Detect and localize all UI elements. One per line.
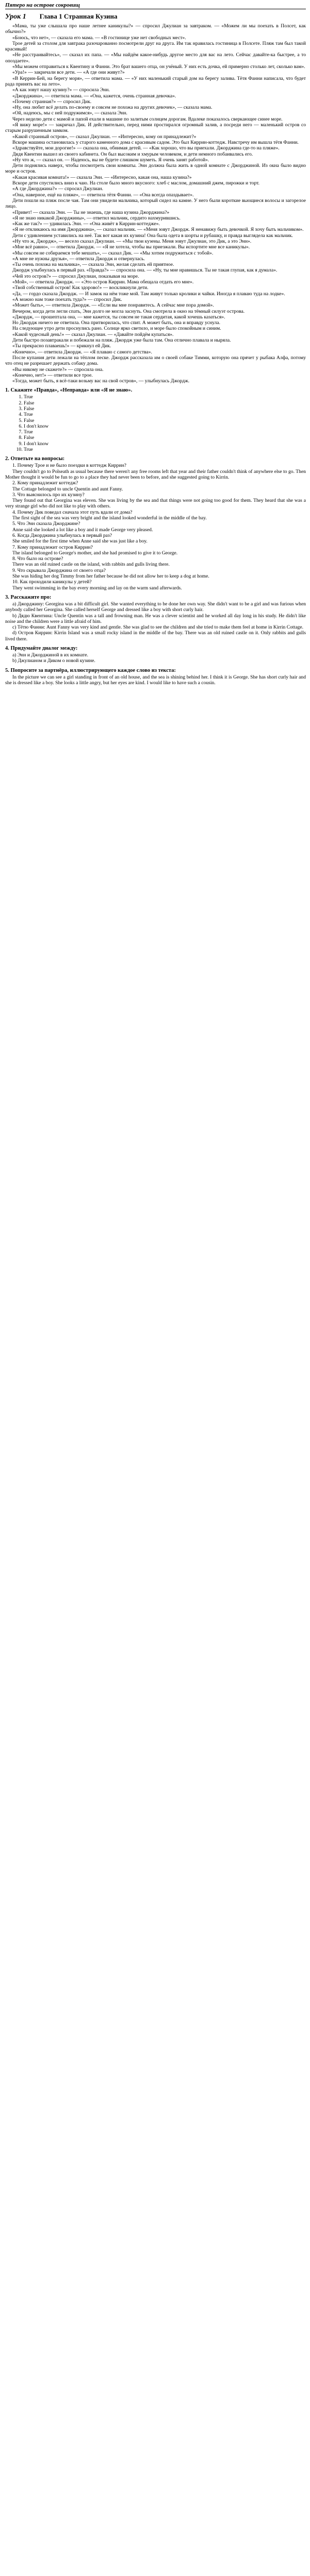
story-paragraph: «А где Джорджина?» — спросил Джулиан. bbox=[12, 186, 104, 192]
qa-paragraph: She was hiding her dog Timmy from her father because he did not allow her to keep a dog at home. bbox=[12, 573, 209, 580]
story-paragraph: Но Джордж ничего не ответила. Она притворилась, что спит. А может быть, она и вправду уснула. bbox=[12, 320, 220, 326]
retell-paragraph: a) Джорджину: Georgina was a bit difficult girl. She wanted everything to be done her own way. She didn't want to be a girl and was furious when anybody called her Georgina. She called herself George and dressed like a boy with short curly hair. bbox=[5, 601, 306, 613]
true-false-answer: 7. True bbox=[24, 429, 306, 435]
qa-paragraph: 5. Что Энн сказала Джорджине? bbox=[12, 521, 80, 527]
story-paragraph: На следующее утро дети проснулись рано. Солнце ярко светило, и море было спокойным и синим. bbox=[12, 326, 221, 332]
story-paragraph: Через неделю дети с мамой и папой ехали в машине по залитым солнцем дорогам. Вдалеке показалось сверкающее синее море. bbox=[12, 116, 283, 122]
story-paragraph: «Мама, ты уже слышала про наше летнее каникулы?» — спросил Джулиан за завтраком. — «Можем ли мы поехать в Полсет, как обычно?» bbox=[5, 23, 306, 35]
story-paragraph: «Мой», — ответила Джордж. — «Это остров Киррин. Мама обещала отдать его мне». bbox=[12, 279, 194, 285]
story-paragraph: Вскоре машина остановилась у старого каменного дома с красивым садом. Это был Киррин-коттедж. Навстречу им вышла тётя Фанни. bbox=[12, 139, 299, 145]
section-5-title: 5. Попросите за партнёра, иллюстрирующего каждое слово из текста: bbox=[5, 667, 176, 673]
story-paragraph: «Может быть», — ответила Джордж. — «Если вы мне понравитесь. А сейчас мне пора домой». bbox=[12, 302, 214, 309]
qa-paragraph: They found out that Georgina was eleven. She was living by the sea and that things were not going too good for them. They heard that she was a very strange girl who did not like to play with others. bbox=[5, 498, 306, 510]
qa-paragraph: There was an old ruined castle on the island, with rabbits and gulls living there. bbox=[12, 562, 170, 568]
story-paragraph: «Конечно, нет!» — ответили все трое. bbox=[12, 372, 93, 378]
questions-and-answers bbox=[5, 463, 306, 591]
qa-paragraph: They went swimming in the bay every morning and lay on the warm sand afterwards. bbox=[12, 585, 182, 591]
qa-paragraph: The island belonged to George's mother, and she had promised to give it to George. bbox=[12, 550, 178, 556]
true-false-answer: 2. False bbox=[24, 400, 306, 406]
lesson-title: Урок 1 bbox=[5, 13, 26, 21]
qa-paragraph: 2. Кому принадлежит коттедж? bbox=[12, 480, 78, 486]
story-paragraph: Дети поднялись наверх, чтобы посмотреть свои комнаты. Энн должна была жить в одной комнате с Джорджиной. Из окна было видно море и остров. bbox=[5, 163, 306, 175]
qa-paragraph: She smiled for the first time when Anne said she was just like a boy. bbox=[12, 538, 148, 545]
retell-paragraph: d) Остров Киррин: Kirrin Island was a small rocky island in the middle of the bay. There was an old ruined castle on it. Only rabbits and gulls lived there. bbox=[5, 630, 306, 642]
story-paragraph: «Ой, надеюсь, мы с ней подружимся», — сказала Энн. bbox=[12, 110, 127, 116]
qa-paragraph: 10. Как проходили каникулы у детей? bbox=[12, 579, 92, 585]
story-paragraph: «Какой чудесный день!» — сказал Джулиан. — «Давайте пойдём купаться». bbox=[12, 331, 174, 337]
qa-paragraph: 8. Что было на острове? bbox=[12, 556, 63, 562]
qa-paragraph: 9. Что скрывала Джорджина от своего отца? bbox=[12, 567, 106, 573]
retell-paragraph: b) Дядю Квентина: Uncle Quentin was a tall and frowning man. He was a clever scientist and he worked all day long in his study. He didn't like noise and the children were a little afraid of him. bbox=[5, 613, 306, 624]
running-header: Пятеро на острове сокровищ bbox=[5, 2, 306, 9]
section-2-title: 2. Ответьте на вопросы: bbox=[5, 456, 65, 462]
true-false-answer: 3. False bbox=[24, 406, 306, 412]
story-paragraph: Вечером, когда дети легли спать, Энн долго не могла заснуть. Она смотрела в окно на тёмный силуэт острова. bbox=[12, 308, 245, 314]
story-paragraph: «В Керрин-Бей, на берегу моря», — ответила мама. — «У них маленький старый дом на берегу залива. Тётя Фанни написала, что будет рада принять вас на лето». bbox=[5, 75, 306, 87]
story-paragraph: Джордж улыбнулась в первый раз. «Правда?» — спросила она. — «Ну, ты мне нравишься. Ты не такая глупая, как я думала». bbox=[12, 267, 278, 274]
dialogue-task: a) Энн и Джорджиной в их комнате. bbox=[12, 652, 89, 658]
qa-paragraph: They couldn't go to Polseath as usual because there weren't any free rooms left that year and their father couldn't think of anywhere else to go. Then Mother thought it would be fun to go to a place they had never been to before, and she suggested going to Kirrin. bbox=[5, 468, 306, 480]
story-paragraph: После купания дети лежали на тёплом песке. Джордж рассказала им о своей собаке Тимми, которую она прячет у рыбака Алфа, потому что отец не разрешает держать собаку дома. bbox=[5, 354, 306, 367]
story-paragraph: «Ну, она любит всё делать по-своему и совсем не похожа на других девочек», — сказала мама. bbox=[12, 105, 213, 111]
story-paragraph: Дядя Квентин вышел из своего кабинета. Он был высоким и хмурым человеком, и дети немного побаивались его. bbox=[12, 151, 253, 157]
story-paragraph: «Я не знаю никакой Джорджины», — ответил мальчик, сердито нахмурившись. bbox=[12, 215, 181, 221]
story-paragraph: «Тогда, может быть, я всё-таки возьму вас на свой остров», — улыбнулась Джордж. bbox=[12, 378, 190, 384]
story-paragraph: «Привет! — сказала Энн. — Ты не знаешь, где наша кузина Джорджина?» bbox=[12, 209, 170, 215]
qa-paragraph: Anne said she looked a lot like a boy and it made George very pleased. bbox=[12, 527, 153, 533]
bottom-padding bbox=[5, 686, 306, 691]
story-paragraph: «А мне не нужны друзья», — ответила Джордж и отвернулась. bbox=[12, 256, 145, 262]
story-paragraph: «Ура!» — закричали все дети. — «А где они живут?» bbox=[12, 70, 125, 76]
story-paragraph: «Ну что ж, — сказал он. — Надеюсь, вы не будете слишком шуметь. Я очень занят работой». bbox=[12, 157, 209, 163]
story-paragraph: «Я не откликаюсь на имя Джорджина», — сказал мальчик. — «Меня зовут Джордж. Я ненавижу быть девочкой. Я хочу быть мальчиком». bbox=[12, 227, 304, 233]
qa-paragraph: The first sight of the sea was very bright and the island looked wonderful in the middle of the bay. bbox=[12, 515, 207, 521]
story-paragraph: «Здравствуйте, мои дорогие!» — сказала она, обнимая детей. — «Как хорошо, что вы приехали. Джорджина где-то на пляже». bbox=[12, 145, 280, 151]
story-paragraph: «Не расстраивайтесь», — сказал их папа. — «Мы найдём какое-нибудь другое место для вас на лето. Сейчас давайте-ка быстрее, а то опоздаете». bbox=[5, 52, 306, 64]
story-paragraph: «Мы можем отправиться к Квентину и Фанни. Это брат вашего отца, он учёный. У них есть дочка, ей примерно столько лет, сколько вам». bbox=[12, 64, 305, 70]
chapter-title: Глава 1 Странная Кузина bbox=[39, 12, 118, 20]
story-paragraph: «Ты очень похожа на мальчика», — сказала Энн, желая сделать ей приятное. bbox=[12, 262, 174, 268]
qa-paragraph: 3. Что выяснилось про их кузину? bbox=[12, 492, 85, 498]
story-text bbox=[5, 23, 306, 384]
dialogue-task: b) Джулианом и Диком о новой кузине. bbox=[12, 658, 95, 664]
story-paragraph: «Мне всё равно», — ответила Джордж. — «Я не хотела, чтобы вы приезжали. Вы испортите мне все каникулы». bbox=[12, 244, 250, 250]
description-paragraph: In the picture we can see a girl standing in front of an old house, and the sea is shining behind her. I think it is George. She has short curly hair and she is dressed like a boy. She looks a little angry, but her eyes are kind. I would like to have such a cousin. bbox=[5, 674, 306, 686]
story-paragraph: «Чей это остров?» — спросил Джулиан, показывая на море. bbox=[12, 273, 139, 279]
story-paragraph: Вскоре дети спустились вниз к чаю. На столе было много вкусного: хлеб с маслом, домашний джем, пирожки и торт. bbox=[12, 180, 259, 187]
story-paragraph: «Она, наверное, ещё на пляже», — ответила тётя Фанни. — «Она всегда опаздывает». bbox=[12, 192, 194, 198]
story-paragraph: Дети пошли на пляж после чая. Там они увидели мальчика, который сидел на камне. У него были короткие вьющиеся волосы и загорелое лицо. bbox=[5, 197, 306, 210]
qa-paragraph: 6. Когда Джорджина улыбнулась в первый раз? bbox=[12, 532, 112, 538]
retell-paragraph: c) Тётю Фанни: Aunt Fanny was very kind and gentle. She was glad to see the children and she tried to make them feel at home in Kirrin Cottage. bbox=[12, 624, 303, 631]
story-paragraph: «Боюсь, что нет», — сказала его мама. — «В гостинице уже нет свободных мест». bbox=[12, 35, 186, 41]
page bbox=[0, 0, 310, 697]
story-paragraph: «Какой странный остров», — сказал Джулиан. — «Интересно, кому он принадлежит?» bbox=[12, 133, 197, 140]
qa-paragraph: 1. Почему Трое и не было поездки в коттедж Киррин? bbox=[12, 463, 126, 469]
story-paragraph: «Я вижу море!» — закричал Дик. И действительно, перед ними простирался огромный залив, а посреди него — маленький остров со старым разрушенным замком. bbox=[5, 122, 306, 134]
true-false-answer: 9. I don't know bbox=[24, 441, 306, 447]
qa-paragraph: 4. Почему Дик поведал сначала этот путь вдали от дома? bbox=[12, 509, 133, 515]
true-false-answer: 4. True bbox=[24, 412, 306, 417]
title-row bbox=[5, 12, 306, 21]
story-paragraph: «Вы никому не скажете?» — спросила она. bbox=[12, 366, 104, 372]
true-false-answer: 5. False bbox=[24, 418, 306, 423]
story-paragraph: «Джорджина», — ответила мама. — «Она, кажется, очень странная девочка». bbox=[12, 93, 176, 99]
true-false-answer: 1. True bbox=[24, 394, 306, 400]
story-paragraph: «Почему странная?» — спросил Дик. bbox=[12, 98, 92, 105]
story-paragraph: «А как зовут нашу кузину?» — спросила Энн. bbox=[12, 87, 110, 93]
story-paragraph: «Ты прекрасно плаваешь!» — крикнул ей Дик. bbox=[12, 343, 111, 349]
section-4-title: 4. Придумайте диалог между: bbox=[5, 645, 78, 651]
story-paragraph: Трое детей за столом для завтрака разочарованно посмотрели друг на друга. Им так нравилась гостиница в Полсете. Пляж там был такой красивый! bbox=[5, 40, 306, 53]
story-paragraph: «Какая красивая комната!» — сказала Энн. — «Интересно, какая она, наша кузина?» bbox=[12, 174, 192, 180]
picture-description bbox=[5, 674, 306, 686]
story-paragraph: «А можно нам тоже поехать туда?» — спросил Дик. bbox=[12, 296, 122, 302]
qa-paragraph: The Cottage belonged to uncle Quentin and aunt Fanny. bbox=[12, 486, 123, 492]
story-paragraph: «Твой собственный остров! Как здорово!» — воскликнули дети. bbox=[12, 285, 149, 291]
story-paragraph: «Да, — гордо сказала Джордж. — И замок на нём тоже мой. Там живут только кролики и чайки. Иногда я плаваю туда на лодке». bbox=[12, 291, 285, 297]
story-paragraph: «Как же так?» — удивилась Энн. — «Она живёт в Киррин-коттедже». bbox=[12, 221, 160, 227]
section-3-title: 3. Расскажите про: bbox=[5, 594, 52, 600]
qa-paragraph: 7. Кому принадлежит остров Киррин? bbox=[12, 544, 93, 550]
true-false-answer: 8. False bbox=[24, 435, 306, 440]
true-false-answer: 6. I don't know bbox=[24, 423, 306, 429]
story-paragraph: «Ну что ж, Джордж», — весело сказал Джулиан. — «Мы твои кузены. Меня зовут Джулиан, это Дик, а это Энн». bbox=[12, 238, 252, 244]
section-1-title: 1. Скажите «Правда», «Неправда» или «Я не знаю». bbox=[5, 387, 133, 394]
story-paragraph: Дети быстро позавтракали и побежали на пляж. Джордж уже была там. Она отлично плавала и ныряла. bbox=[12, 337, 231, 344]
true-false-list bbox=[17, 394, 306, 452]
dialogue-tasks bbox=[5, 652, 306, 664]
story-paragraph: «Мы совсем не собираемся тебе мешать», — сказал Дик. — «Мы хотим подружиться с тобой». bbox=[12, 250, 214, 256]
retelling-tasks bbox=[5, 601, 306, 642]
story-paragraph: «Конечно», — ответила Джордж. — «Я плаваю с самого детства». bbox=[12, 349, 152, 355]
true-false-answer: 10. True bbox=[24, 447, 306, 452]
story-paragraph: «Джордж, — прошептала она, — мне кажется, ты совсем не такая сердитая, какой хочешь казаться». bbox=[12, 314, 225, 320]
story-paragraph: Дети с удивлением уставились на неё. Так вот какая их кузина! Она была одета в шорты и рубашку, и правда выглядела как мальчик. bbox=[12, 232, 293, 239]
